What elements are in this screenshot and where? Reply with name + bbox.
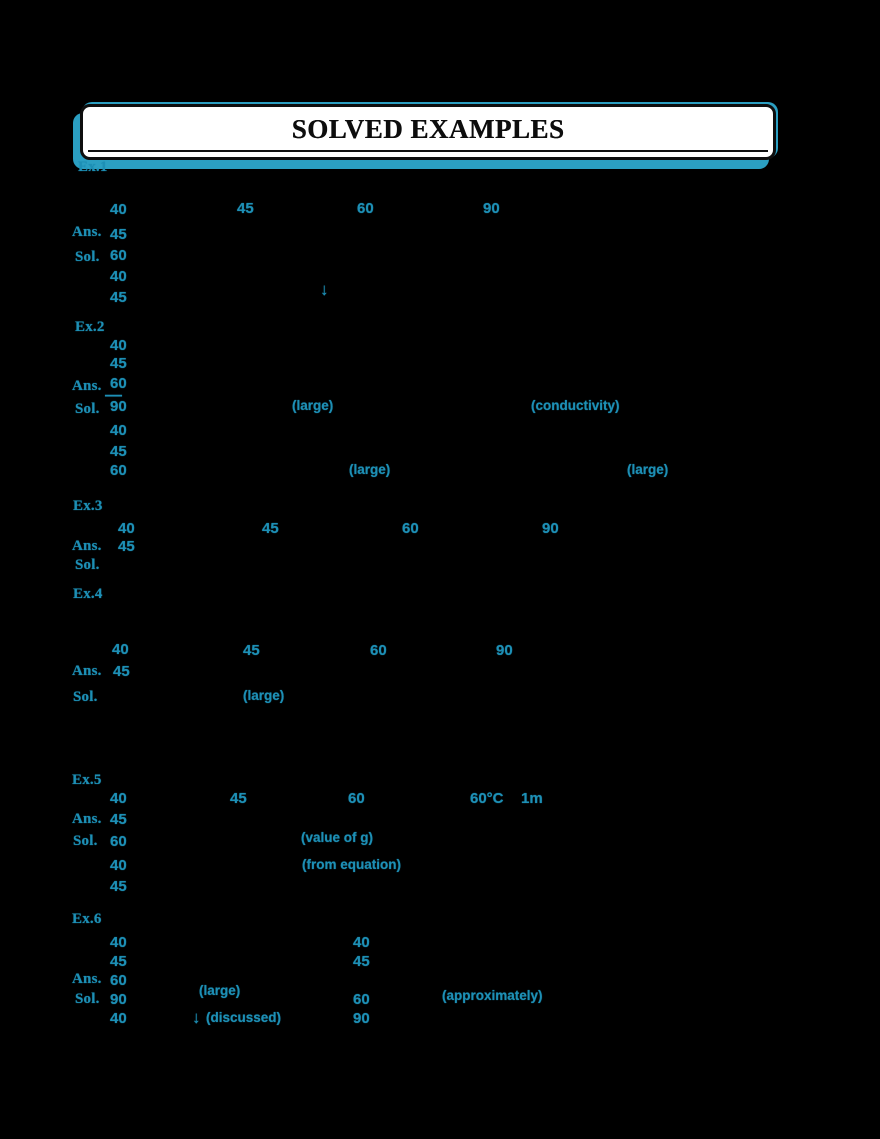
ex6-line-value-2: 45 bbox=[110, 953, 127, 970]
ex6-mid-value-3: 60 bbox=[353, 991, 370, 1008]
ex3-sol-label: Sol. bbox=[75, 557, 100, 573]
ex1-line-value-3: 40 bbox=[110, 268, 127, 285]
ex5-opt-extra: 1m bbox=[521, 790, 543, 807]
ex5-line-value-3: 45 bbox=[110, 878, 127, 895]
ex2-dash-mark: — bbox=[105, 385, 122, 404]
ex6-phrase: (approximately) bbox=[442, 988, 543, 1003]
ex2-word-1: (large) bbox=[292, 398, 334, 413]
ex6-sol-label: Sol. bbox=[75, 991, 100, 1007]
ex6-mid-value-2: 45 bbox=[353, 953, 370, 970]
ex3-opt-1: 40 bbox=[118, 520, 135, 537]
ex2-sol-label: Sol. bbox=[75, 401, 100, 417]
ex6-line-value-4: 90 bbox=[110, 991, 127, 1008]
ex5-note-line-1: (value of g) bbox=[301, 830, 374, 845]
ex2-label: Ex.2 bbox=[75, 319, 105, 335]
ex4-label: Ex.4 bbox=[73, 586, 103, 602]
solved-examples-banner bbox=[80, 104, 776, 160]
ex4-ans-value: 45 bbox=[113, 663, 130, 680]
ex5-note-line-2: (from equation) bbox=[302, 857, 401, 872]
ex6-line-value-1: 40 bbox=[110, 934, 127, 951]
ex1-opt-3: 60 bbox=[357, 200, 374, 217]
ex2-word-2: (conductivity) bbox=[531, 398, 620, 413]
ex4-opt-2: 45 bbox=[243, 642, 260, 659]
ex2-line-value-6: 45 bbox=[110, 443, 127, 460]
ex6-line-value-5: 40 bbox=[110, 1010, 127, 1027]
ex5-sol-label: Sol. bbox=[73, 833, 98, 849]
ex4-sol-label: Sol. bbox=[73, 689, 98, 705]
ex1-label: Ex.1 bbox=[78, 159, 108, 175]
ex5-opt-3: 60 bbox=[348, 790, 365, 807]
ex3-ans-value: 45 bbox=[118, 538, 135, 555]
ex1-arrow-mark: ↓ bbox=[320, 280, 329, 299]
ex1-opt-4: 90 bbox=[483, 200, 500, 217]
ex5-opt-2: 45 bbox=[230, 790, 247, 807]
ex6-mid-value-4: 90 bbox=[353, 1010, 370, 1027]
ex2-word-3: (large) bbox=[349, 462, 391, 477]
ex1-line-value-2: 60 bbox=[110, 247, 127, 264]
ex4-word: (large) bbox=[243, 688, 285, 703]
ex5-opt-1: 40 bbox=[110, 790, 127, 807]
ex5-line-value-2: 40 bbox=[110, 857, 127, 874]
ex1-line-value-1: 45 bbox=[110, 226, 127, 243]
ex6-label: Ex.6 bbox=[72, 911, 102, 927]
ex5-ans-value: 45 bbox=[110, 811, 127, 828]
ex3-opt-4: 90 bbox=[542, 520, 559, 537]
ex2-line-value-3: 60 bbox=[110, 375, 127, 392]
ex5-line-value-1: 60 bbox=[110, 833, 127, 850]
ex5-opt-4: 60°C bbox=[470, 790, 504, 807]
ex2-line-value-5: 40 bbox=[110, 422, 127, 439]
ex1-sol-label: Sol. bbox=[75, 249, 100, 265]
ex3-label: Ex.3 bbox=[73, 498, 103, 514]
ex2-line-value-4: 90 bbox=[110, 398, 127, 415]
ex6-line-value-3: 60 bbox=[110, 972, 127, 989]
ex2-line-value-1: 40 bbox=[110, 337, 127, 354]
ex1-line-value-4: 45 bbox=[110, 289, 127, 306]
ex2-line-value-7: 60 bbox=[110, 462, 127, 479]
ex3-opt-3: 60 bbox=[402, 520, 419, 537]
ex4-ans-label: Ans. bbox=[72, 663, 102, 679]
ex1-opt-1: 40 bbox=[110, 201, 127, 218]
ex1-opt-2: 45 bbox=[237, 200, 254, 217]
ex6-ans-label: Ans. bbox=[72, 971, 102, 987]
ex1-ans-label: Ans. bbox=[72, 224, 102, 240]
ex2-line-value-2: 45 bbox=[110, 355, 127, 372]
ex5-ans-label: Ans. bbox=[72, 811, 102, 827]
ex4-opt-4: 90 bbox=[496, 642, 513, 659]
ex6-arrow-mark: ↓ bbox=[192, 1008, 201, 1027]
ex2-word-4: (large) bbox=[627, 462, 669, 477]
ex4-opt-3: 60 bbox=[370, 642, 387, 659]
ex6-word-2: (discussed) bbox=[206, 1010, 282, 1025]
ex4-opt-1: 40 bbox=[112, 641, 129, 658]
banner-title: SOLVED EXAMPLES bbox=[291, 113, 565, 144]
ex6-mid-value-1: 40 bbox=[353, 934, 370, 951]
ex3-ans-label: Ans. bbox=[72, 538, 102, 554]
ex5-label: Ex.5 bbox=[72, 772, 102, 788]
ex2-ans-label: Ans. bbox=[72, 378, 102, 394]
ex6-word-1: (large) bbox=[199, 983, 241, 998]
ex3-opt-2: 45 bbox=[262, 520, 279, 537]
